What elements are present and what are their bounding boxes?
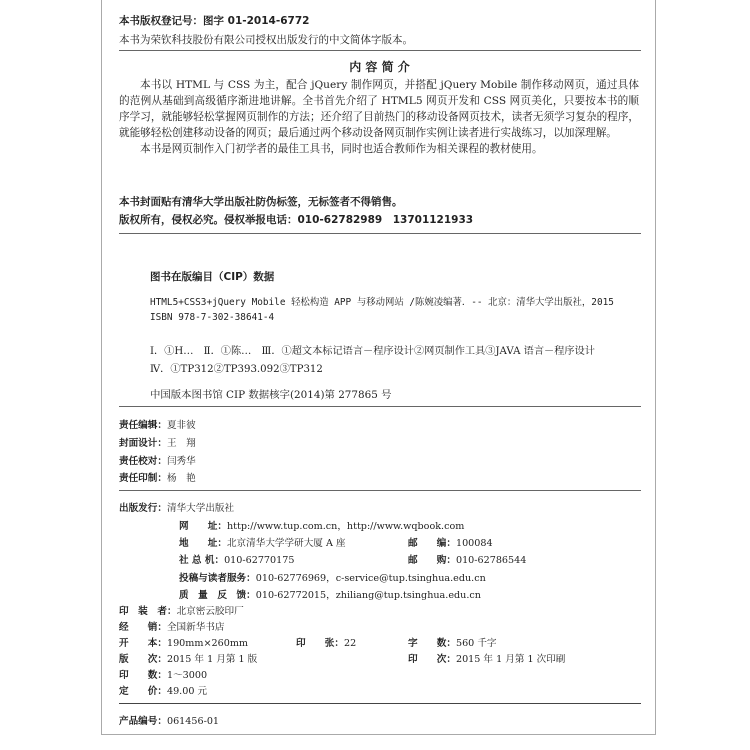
middle-divider — [119, 233, 641, 234]
bottom-divider — [119, 703, 641, 704]
printed-sheets: 印 张：22 — [296, 638, 357, 649]
staff-cover-design: 封面设计：王 翔 — [119, 438, 196, 449]
printer: 印 装 者：北京密云胶印厂 — [119, 606, 244, 617]
price: 定 价：49.00 元 — [119, 686, 208, 697]
word-count: 字 数：560 千字 — [408, 638, 497, 649]
cip-heading: 图书在版编目（CIP）数据 — [150, 271, 275, 283]
publisher-switchboard: 社 总 机：010-62770175 — [179, 555, 295, 566]
top-divider — [119, 50, 641, 51]
product-number: 产品编号：061456-01 — [119, 716, 220, 727]
edition: 版 次：2015 年 1 月第 1 版 — [119, 654, 258, 665]
cip-classification-1: Ⅰ．①H… Ⅱ．①陈… Ⅲ．①超文本标记语言－程序设计②网页制作工具③JAVA 语言－程序设计 — [150, 346, 595, 357]
staff-printing: 责任印制：杨 艳 — [119, 473, 196, 484]
publisher-quality-feedback: 质 量 反 馈：010-62772015，zhiliang@tup.tsinghua.edu.cn — [179, 590, 481, 601]
summary-paragraph: 本书以 HTML 与 CSS 为主，配合 jQuery 制作网页，并搭配 jQuery Mobile 制作移动网页，通过具体的范例从基础到高级循序渐进地讲解。全书首先介绍了 HTML5 网页开发和 CSS 网页美化，只要按本书的顺序学习，就能够轻松掌握网页制作的方法；还介绍了目前热门的移动设备网页技术，读者无须学习复杂的程序，就能够轻松创建移动设备的网页；最后通过两个移动设备网页制作实例让读者进行实战练习，以加深理解。 — [119, 79, 639, 139]
copyright-page — [101, 0, 656, 735]
staff-divider — [119, 490, 641, 491]
impression: 印 次：2015 年 1 月第 1 次印刷 — [408, 654, 566, 665]
publisher-address: 地 址：北京清华大学学研大厦 A 座 — [179, 538, 346, 549]
distributor: 经 销：全国新华书店 — [119, 622, 225, 633]
license-statement: 本书为荣钦科技股份有限公司授权出版发行的中文简体字版本。 — [119, 34, 413, 46]
publisher-name: 出版发行：清华大学出版社 — [119, 503, 235, 514]
summary-paragraph-2: 本书是网页制作入门初学者的最佳工具书，同时也适合教师作为相关课程的教材使用。 — [140, 143, 543, 155]
format-size: 开 本：190mm×260mm — [119, 638, 249, 649]
staff-editor: 责任编辑：夏非彼 — [119, 420, 196, 431]
publisher-mail-order: 邮 购：010-62786544 — [408, 555, 527, 566]
cip-title-line: HTML5+CSS3+jQuery Mobile 轻松构造 APP 与移动网站 /陈婉凌编著．-- 北京：清华大学出版社，2015 — [150, 297, 614, 308]
anti-counterfeit-notice: 本书封面贴有清华大学出版社防伪标签，无标签者不得销售。 — [119, 196, 403, 208]
staff-proofreader: 责任校对：闫秀华 — [119, 456, 196, 467]
cip-isbn: ISBN 978-7-302-38641-4 — [150, 312, 275, 323]
publisher-reader-service: 投稿与读者服务：010-62776969，c-service@tup.tsinghua.edu.cn — [179, 573, 486, 584]
rights-notice: 版权所有，侵权必究。侵权举报电话：010-62782989 13701121933 — [119, 214, 474, 226]
publisher-website: 网 址：http://www.tup.com.cn，http://www.wqbook.com — [179, 521, 465, 532]
cip-divider — [119, 406, 641, 407]
cip-classification-2: Ⅳ．①TP312②TP393.092③TP312 — [150, 364, 323, 375]
cip-record-number: 中国版本图书馆 CIP 数据核字(2014)第 277865 号 — [150, 389, 392, 401]
print-run: 印 数：1～3000 — [119, 670, 208, 681]
summary-title: 内 容 简 介 — [349, 60, 410, 74]
publisher-zip: 邮 编：100084 — [408, 538, 493, 549]
copyright-registration: 本书版权登记号：图字 01-2014-6772 — [119, 15, 310, 27]
